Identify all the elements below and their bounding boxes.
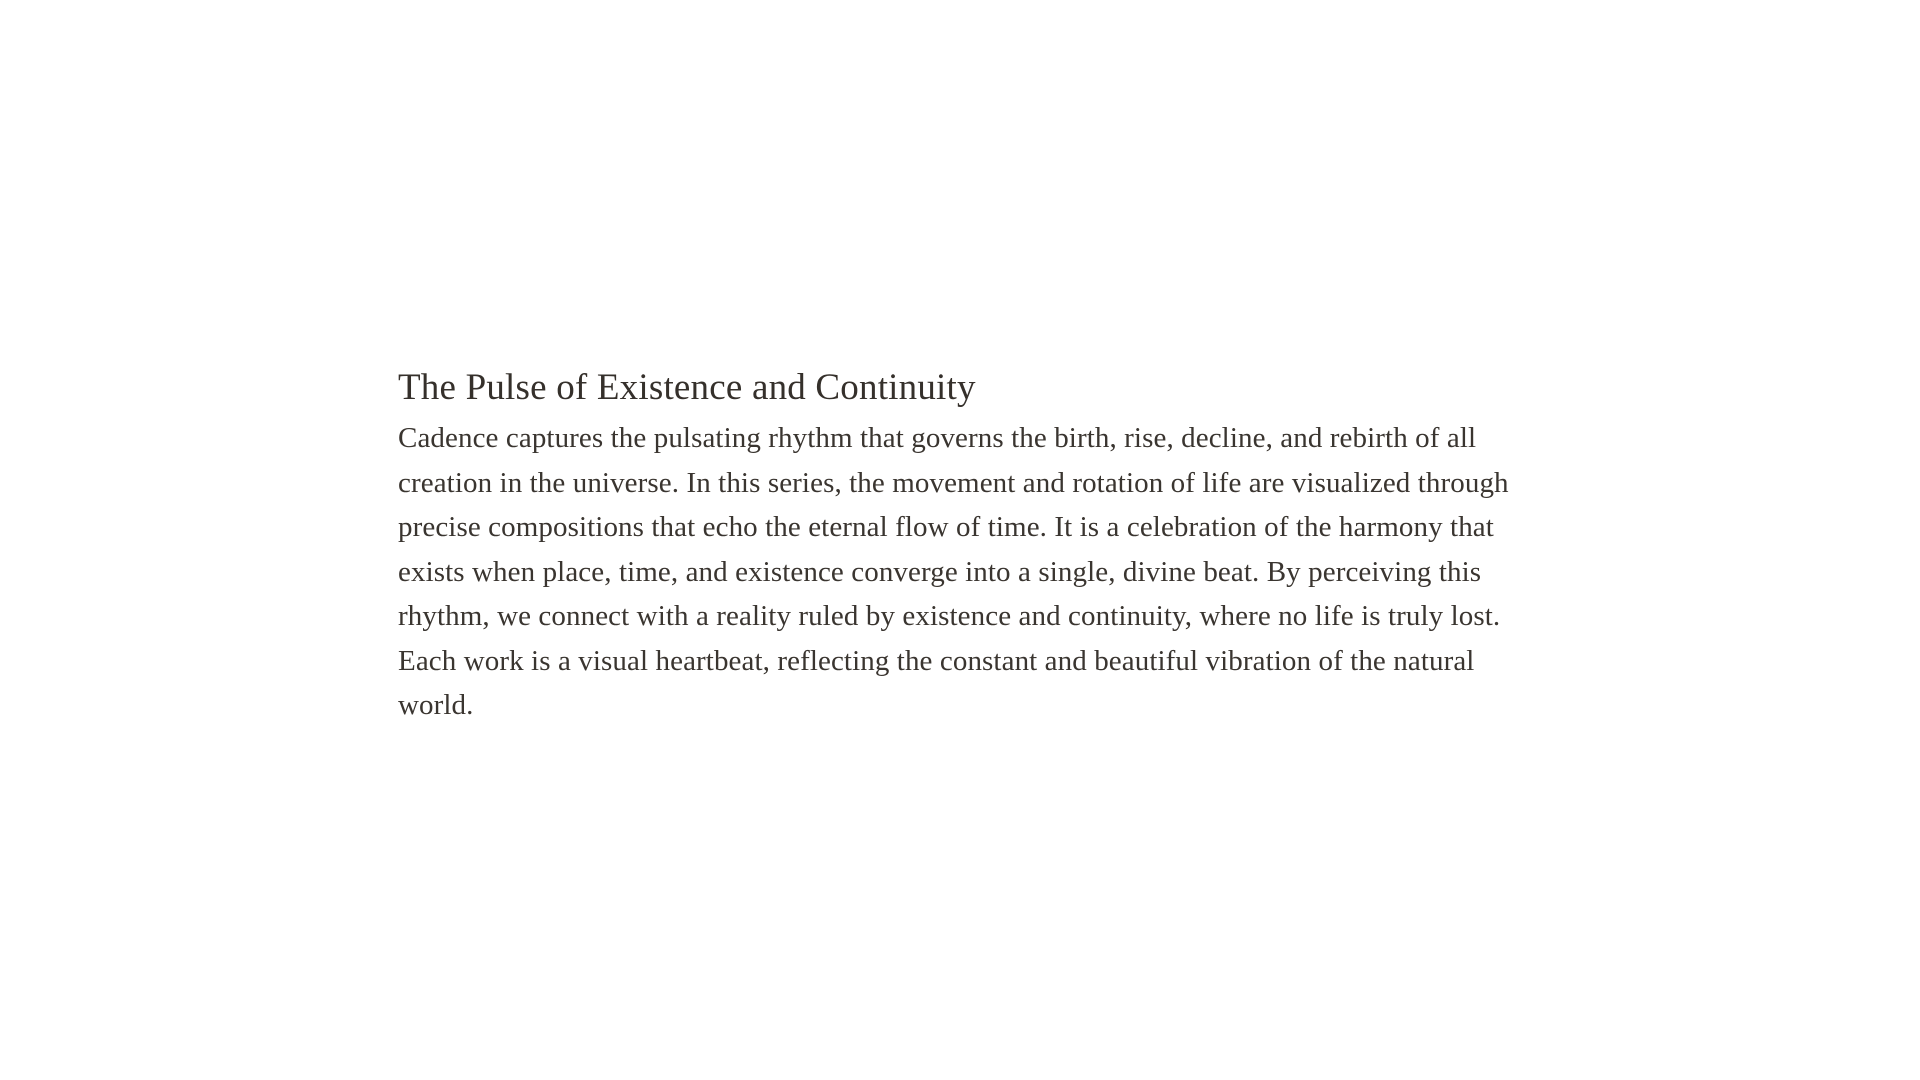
article-section	[398, 360, 1538, 728]
article-title: The Pulse of Existence and Continuity	[398, 367, 976, 408]
article-body: Cadence captures the pulsating rhythm that governs the birth, rise, decline, and rebirth of all creation in the universe. In this series, the movement and rotation of life are visualized through precise compositions that echo the eternal flow of time. It is a celebration of the harmony that exists when place, time, and existence converge into a single, divine beat. By perceiving this rhythm, we connect with a reality ruled by existence and continuity, where no life is truly lost. Each work is a visual heartbeat, reflecting the constant and beautiful vibration of the natural world.	[398, 422, 1509, 721]
